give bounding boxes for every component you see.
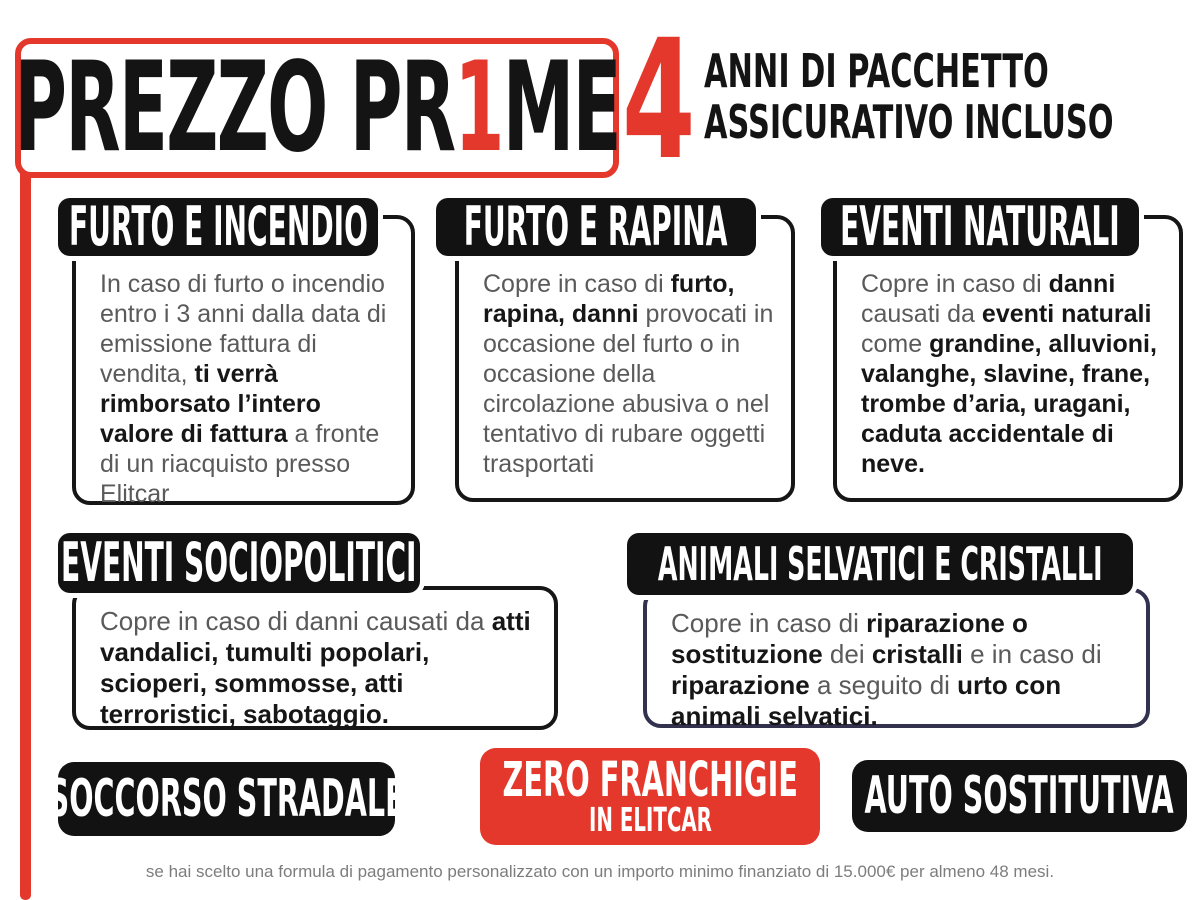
years-callout: [704, 46, 1200, 148]
title-pre: PREZZO PR: [14, 36, 455, 180]
years-line-1: ANNI DI PACCHETTO: [704, 44, 1049, 98]
card-furto-e-incendio-title: FURTO E INCENDIO: [68, 195, 368, 258]
card-furto-e-rapina: [455, 195, 795, 502]
page-title: [14, 36, 620, 180]
title-plate: [15, 38, 619, 178]
card-eventi-naturali-header: [821, 195, 1139, 258]
title-post: ME: [502, 36, 620, 180]
badge-soccorso-stradale: [48, 762, 405, 836]
badge-zero-franchigie: [480, 748, 820, 845]
card-eventi-sociopolitici-header: [58, 533, 420, 593]
title-accent-digit: 1: [454, 36, 503, 180]
years-line-2: ASSICURATIVO INCLUSO: [704, 95, 1114, 149]
card-eventi-sociopolitici-text: Copre in caso di danni causati da atti vandalici, tumulti popolari, scioperi, sommosse, atti terroristici, sabotaggio.: [100, 606, 531, 729]
card-furto-e-incendio-box: [72, 215, 415, 508]
card-eventi-sociopolitici-box: [72, 586, 558, 730]
card-furto-e-rapina-header: [436, 195, 756, 258]
footnote: se hai scelto una formula di pagamento personalizzato con un importo minimo finanziato di 15.000€ per almeno 48 mesi.: [145, 862, 1055, 881]
years-number: 4: [622, 4, 696, 196]
card-furto-e-rapina-title: FURTO E RAPINA: [464, 195, 728, 258]
badge-zero-franchigie-line1: ZERO FRANCHIGIE: [502, 751, 798, 808]
card-animali-selvatici-e-cristalli-box: [643, 588, 1150, 731]
card-animali-selvatici-e-cristalli-title: ANIMALI SELVATICI E CRISTALLI: [657, 537, 1103, 591]
card-animali-selvatici-e-cristalli-header: [627, 533, 1133, 595]
card-eventi-naturali: [833, 195, 1183, 502]
badge-auto-sostitutiva-label: AUTO SOSTITUTIVA: [864, 766, 1175, 826]
card-furto-e-rapina-box: [455, 215, 795, 502]
card-furto-e-rapina-text: Copre in caso di furto, rapina, danni provocati in occasione del furto o in occasione della circolazione abusiva o nel tentativo di rubare oggetti trasportati: [483, 270, 774, 478]
card-eventi-naturali-title: EVENTI NATURALI: [840, 195, 1120, 258]
card-animali-selvatici-e-cristalli: [643, 537, 1150, 731]
badge-soccorso-stradale-label: SOCCORSO STRADALE: [48, 769, 405, 829]
badge-auto-sostitutiva: [852, 760, 1187, 832]
card-furto-e-incendio-header: [58, 195, 378, 258]
card-eventi-naturali-box: [833, 215, 1183, 502]
card-eventi-sociopolitici-title: EVENTI SOCIOPOLITICI: [61, 531, 417, 594]
card-eventi-sociopolitici: [61, 531, 558, 730]
badge-zero-franchigie-line2: IN ELITCAR: [588, 799, 712, 839]
card-animali-selvatici-e-cristalli-text: Copre in caso di riparazione o sostituzione dei cristalli e in caso di riparazione a seguito di urto con animali selvatici.: [671, 608, 1102, 731]
card-furto-e-incendio: [68, 195, 415, 508]
card-furto-e-incendio-text: In caso di furto o incendio entro i 3 anni dalla data di emissione fattura di vendita, ti verrà rimborsato l’intero valore di fattura a fronte di un riacquisto presso Elitcar: [100, 270, 387, 508]
red-vertical-line: [20, 150, 31, 900]
card-eventi-naturali-text: Copre in caso di danni causati da eventi naturali come grandine, alluvioni, valanghe, slavine, frane, trombe d’aria, uragani, caduta accidentale di neve.: [861, 270, 1157, 478]
